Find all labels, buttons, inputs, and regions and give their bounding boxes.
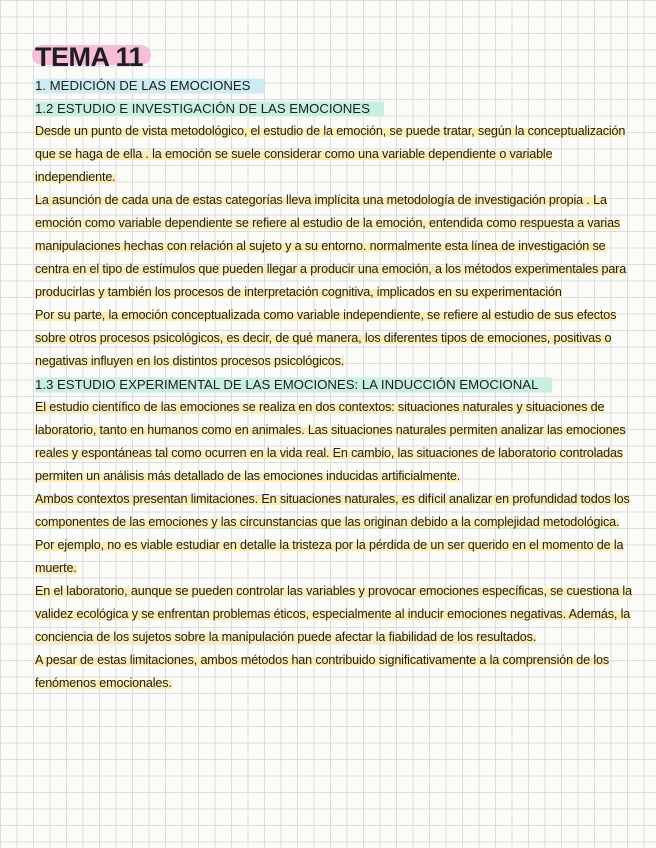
paragraph-7-text: A pesar de estas limitaciones, ambos métodos han contribuido significativamente a la comprensión de los fenómenos emocionales. — [35, 653, 609, 690]
section-heading-1-3: 1.3 ESTUDIO EXPERIMENTAL DE LAS EMOCIONES: LA INDUCCIÓN EMOCIONAL — [35, 373, 552, 396]
paragraph-2-text: La asunción de cada una de estas categorías lleva implícita una metodología de investigación propia . La emoción como variable dependiente se refiere al estudio de la emoción, entendida como respuesta a varias manipulaciones hechas con relación al sujeto y a su entorno. normalmente esta línea de investigación se centra en el tipo de estímulos que pueden llegar a producir una emoción, a los métodos experimentales para producirlas y también los procesos de interpretación cognitiva, implicados en su experimentación — [35, 193, 627, 299]
paragraph-4 — [35, 396, 635, 488]
paragraph-1 — [35, 120, 635, 189]
page-title: TEMA 11 — [35, 42, 144, 72]
section-heading-1-2: 1.2 ESTUDIO E INVESTIGACIÓN DE LAS EMOCIONES — [35, 97, 384, 120]
section-heading-1: 1. MEDICIÓN DE LAS EMOCIONES — [35, 74, 264, 97]
paragraph-5-text: Ambos contextos presentan limitaciones. En situaciones naturales, es difícil analizar en profundidad todos los componentes de las emociones y las circunstancias que las originan debido a la complejidad metodológica. Por ejemplo, no es viable estudiar en detalle la tristeza por la pérdida de un ser querido en el momento de la muerte. — [35, 492, 630, 575]
paragraph-4-text: El estudio científico de las emociones se realiza en dos contextos: situaciones naturales y situaciones de laboratorio, tanto en humanos como en animales. Las situaciones naturales permiten analizar las emociones reales y espontáneas tal como ocurren en la vida real. En cambio, las situaciones de laboratorio controladas permiten un análisis más detallado de las emociones inducidas artificialmente. — [35, 400, 626, 483]
paragraph-6 — [35, 580, 635, 649]
paragraph-1-text: Desde un punto de vista metodológico, el estudio de la emoción, se puede tratar, según la conceptualización que se haga de ella . la emoción se suele considerar como una variable dependiente o variable independiente. — [35, 124, 626, 184]
paragraph-2 — [35, 189, 635, 304]
document-page — [35, 40, 635, 695]
paragraph-5 — [35, 488, 635, 580]
paragraph-3-text: Por su parte, la emoción conceptualizada como variable independiente, se refiere al estudio de sus efectos sobre otros procesos psicológicos, es decir, de qué manera, los diferentes tipos de emociones, positivas o negativas influyen en los distintos procesos psicológicos. — [35, 308, 617, 368]
paragraph-6-text: En el laboratorio, aunque se pueden controlar las variables y provocar emociones específicas, se cuestiona la validez ecológica y se enfrentan problemas éticos, especialmente al inducir emociones negativas. Además, la conciencia de los sujetos sobre la manipulación puede afectar la fiabilidad de los resultados. — [35, 584, 632, 644]
paragraph-7 — [35, 649, 635, 695]
paragraph-3 — [35, 304, 635, 373]
